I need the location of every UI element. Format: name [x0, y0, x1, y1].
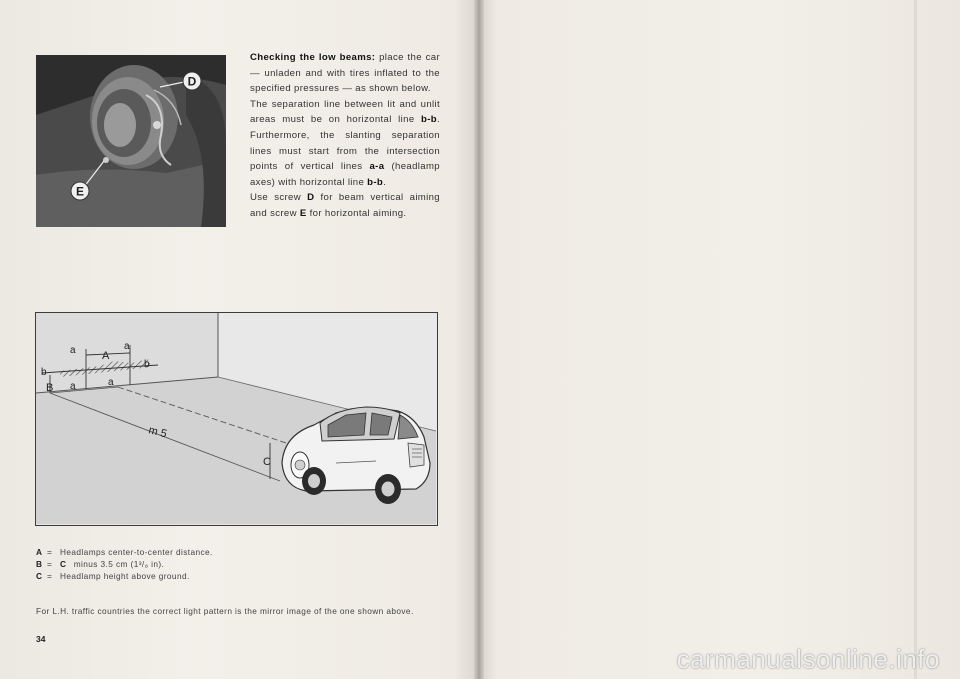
legend-key-b: B [36, 559, 43, 570]
legend-eq: = [47, 547, 53, 557]
book-gutter [474, 0, 484, 679]
intro-p3-a: Use screw [250, 192, 308, 204]
section-heading: Checking the low beams: [250, 52, 376, 63]
callout-d: D [187, 74, 197, 89]
legend-eq: = [47, 559, 53, 570]
legend-text-b: minus 3.5 cm (1³/₈ in). [71, 559, 165, 570]
intro-p2-e: . [383, 176, 387, 188]
intro-p3-e: E [299, 207, 307, 219]
intro-p1: place the car — unladen and with tires inflated to the specified pressures — as shown below. [250, 52, 441, 95]
intro-p2-a: The separation line between lit and unlit areas must be on horizontal line [250, 98, 440, 126]
intro-p2-aa: a-a [369, 161, 385, 173]
legend-row-b [36, 558, 213, 570]
label-a-right: a [124, 341, 130, 352]
intro-p2-bb1: b-b [421, 114, 437, 126]
intro-p3-d: D [307, 192, 315, 204]
label-distance: m 5 [147, 424, 168, 441]
watermark: carmanualsonline.info [676, 644, 940, 674]
intro-p2-d: (headlamp axes) with horizontal line [250, 161, 440, 188]
label-B: B [46, 382, 54, 394]
intro-text [250, 50, 440, 222]
legend-ref-c: C [60, 559, 67, 570]
callout-e: E [75, 184, 85, 199]
page-edge-shadow [914, 0, 917, 679]
legend-eq: = [47, 571, 53, 582]
label-C: C [263, 456, 271, 468]
headlamp-photo [36, 55, 226, 227]
right-page [478, 0, 960, 679]
intro-p2-c: . Furthermore, the slanting separation lines must start from the intersection points of vertical lines [250, 114, 440, 173]
legend [36, 546, 213, 583]
intro-p3-c: for horizontal aiming. [306, 207, 407, 219]
legend-row-a [36, 546, 213, 558]
label-a-low-right: a [108, 377, 114, 388]
label-A: A [102, 350, 110, 362]
label-b-left: b [41, 367, 47, 378]
legend-key-c: C [36, 571, 43, 582]
label-a-left: a [70, 345, 76, 356]
legend-row-c [36, 570, 213, 582]
intro-p2-bb2: b-b [367, 176, 384, 188]
lh-traffic-note: For L.H. traffic countries the correct light pattern is the mirror image of the one shown above. [36, 606, 414, 616]
legend-key-a: A [36, 547, 43, 557]
page-number: 34 [36, 634, 46, 644]
legend-text-a: Headlamps center-to-center distance. [60, 547, 213, 557]
label-b-right: b [144, 359, 150, 370]
label-a-low-left: a [70, 381, 76, 392]
legend-text-c: Headlamp height above ground. [60, 571, 190, 582]
aiming-diagram [35, 312, 438, 526]
intro-p3-b: for beam vertical aiming and screw [250, 192, 440, 219]
